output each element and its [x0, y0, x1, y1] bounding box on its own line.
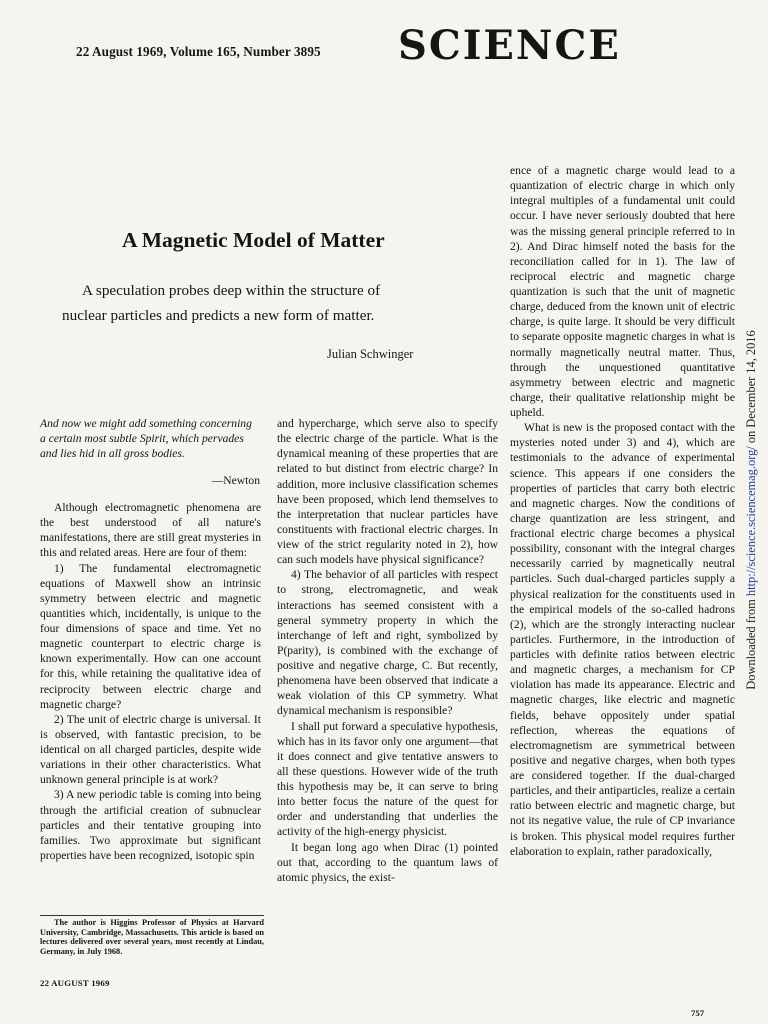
footnote-divider	[40, 915, 264, 916]
paragraph: 1) The fundamental electromagnetic equations of Maxwell show an intrinsic symmetry between electric and magnetic quantities which, incidentally, is unique to the four dimensions of space and time. Yet no magnetic counterpart to electric charge is known experimentally. How can one account for this, while retaining the qualitative idea of reciprocity between electric charge and magnetic charge?	[40, 561, 261, 711]
paragraph: 4) The behavior of all particles with respect to strong, electromagnetic, and weak interactions has seemed consistent with a general symmetry property in which the interchange of left and right, symbolized by P(parity), is combined with the exchange of positive and negative charge, C. But recently, phenomena have been observed that indicate a weak violation of this CP symmetry. What dynamical mechanism is responsible?	[277, 568, 498, 718]
download-credit-prefix: Downloaded from	[744, 596, 758, 690]
paragraph: What is new is the proposed contact with the mysteries noted under 3) and 4), which are testimonials to the advance of experimental science. This appears if one considers the properties of particles that carry both electric and magnetic charges. Now the conditions of charge quantization are less stringent, and fractional electric charge becomes a physical possibility, consonant with the integral charges necessarily carried by magnetically neutral particles. Such dual-charged particles supply a physical realization for the constituents used in the empirical models of the so-called hadrons (2), which are the strongly interacting nuclear particles. Furthermore, in the introduction of particles with definite ratios between electric and magnetic charges, a mechanism for CP violation has made its appearance. Electric and magnetic charges, like electric and magnetic fields, behave oppositely under spatial reflection, whereas the equations of electromagnetism are symmetrical between positive and negative charges, when both types are considered together. If the dual-charged particles, and their antiparticles, realize a certain ratio between electric and magnetic charge, but not its negative value, the rule of CP invariance is broken. This physical model requires further elaboration to explain, rather paradoxically,	[510, 421, 735, 858]
page-number: 757	[691, 1008, 705, 1018]
paragraph: and hypercharge, which serve also to specify the electric charge of the particle. What is the dynamical meaning of these properties that are related to but distinct from electric charge? In addition, more inclusive classification schemes have been proposed, which lend themselves to the interpretation that nuclear particles have constituents with fractional electric charges. In view of the strict regularity noted in 2), how can such models have physical significance?	[277, 417, 498, 567]
article-subtitle-line-2: nuclear particles and predicts a new form of matter.	[62, 307, 375, 324]
download-credit-date: on December 14, 2016	[744, 330, 758, 447]
article-subtitle-line-1: A speculation probes deep within the structure of	[82, 282, 381, 299]
paragraph: 2) The unit of electric charge is universal. It is observed, with fantastic precision, to be identical on all charged particles, despite wide variations in their other characteristics. What unknown general principle is at work?	[40, 712, 261, 787]
paragraph: I shall put forward a speculative hypothesis, which has in its favor only one argument—that it does connect and give tentative answers to all these questions. However wide of the truth this hypothesis may be, it can serve to bring into better focus the nature of the quest for order and understanding that underlies the activity of the high-energy physicist.	[277, 719, 498, 839]
paragraph: 3) A new periodic table is coming into being through the artificial creation of subnuclear particles and their tentative grouping into families. Two approximate but significant properties have been recognized, isotopic spin	[40, 788, 261, 862]
author-name: Julian Schwinger	[327, 347, 414, 361]
epigraph-attribution: —Newton	[211, 474, 260, 487]
epigraph-quote: And now we might add something concerning a certain most subtle Spirit, which pervades and lies hid in all gross bodies.	[40, 417, 252, 460]
body-column-1	[40, 500, 261, 863]
download-source-link[interactable]: http://science.sciencemag.org/	[744, 446, 758, 597]
footer-date: 22 AUGUST 1969	[40, 978, 110, 988]
body-column-3	[510, 163, 735, 859]
download-credit	[743, 330, 759, 690]
body-column-2	[277, 416, 498, 885]
paragraph: ence of a magnetic charge would lead to a quantization of electric charge in which only integral multiples of a fundamental unit could occur. I have never seriously doubted that here was the missing general principle referred to in 2). And Dirac himself noted the basis for the reconciliation called for in 1). The law of reciprocal electric and magnetic charge quantization is such that the unit of magnetic charge, deduced from the known unit of electric charge, is quite large. It should be very difficult to separate opposite magnetic charges in what is normally magnetically neutral matter. Thus, through the unquestioned quantitative asymmetry between electric and magnetic charge, their qualitative relationship might be upheld.	[510, 164, 735, 419]
paragraph: It began long ago when Dirac (1) pointed out that, according to the quantum laws of atomic physics, the exist-	[277, 840, 498, 884]
author-footnote: The author is Higgins Professor of Physics at Harvard University, Cambridge, Massachusetts. This article is based on lectures delivered over several years, most recently at Lindau, Germany, in July 1968.	[40, 918, 264, 956]
article-title: A Magnetic Model of Matter	[122, 228, 385, 252]
paragraph: Although electromagnetic phenomena are the best understood of all nature's manifestations, there are still great mysteries in this and related areas. Here are four of them:	[40, 501, 261, 560]
issue-line: 22 August 1969, Volume 165, Number 3895	[76, 44, 321, 59]
journal-name: SCIENCE	[398, 22, 621, 69]
